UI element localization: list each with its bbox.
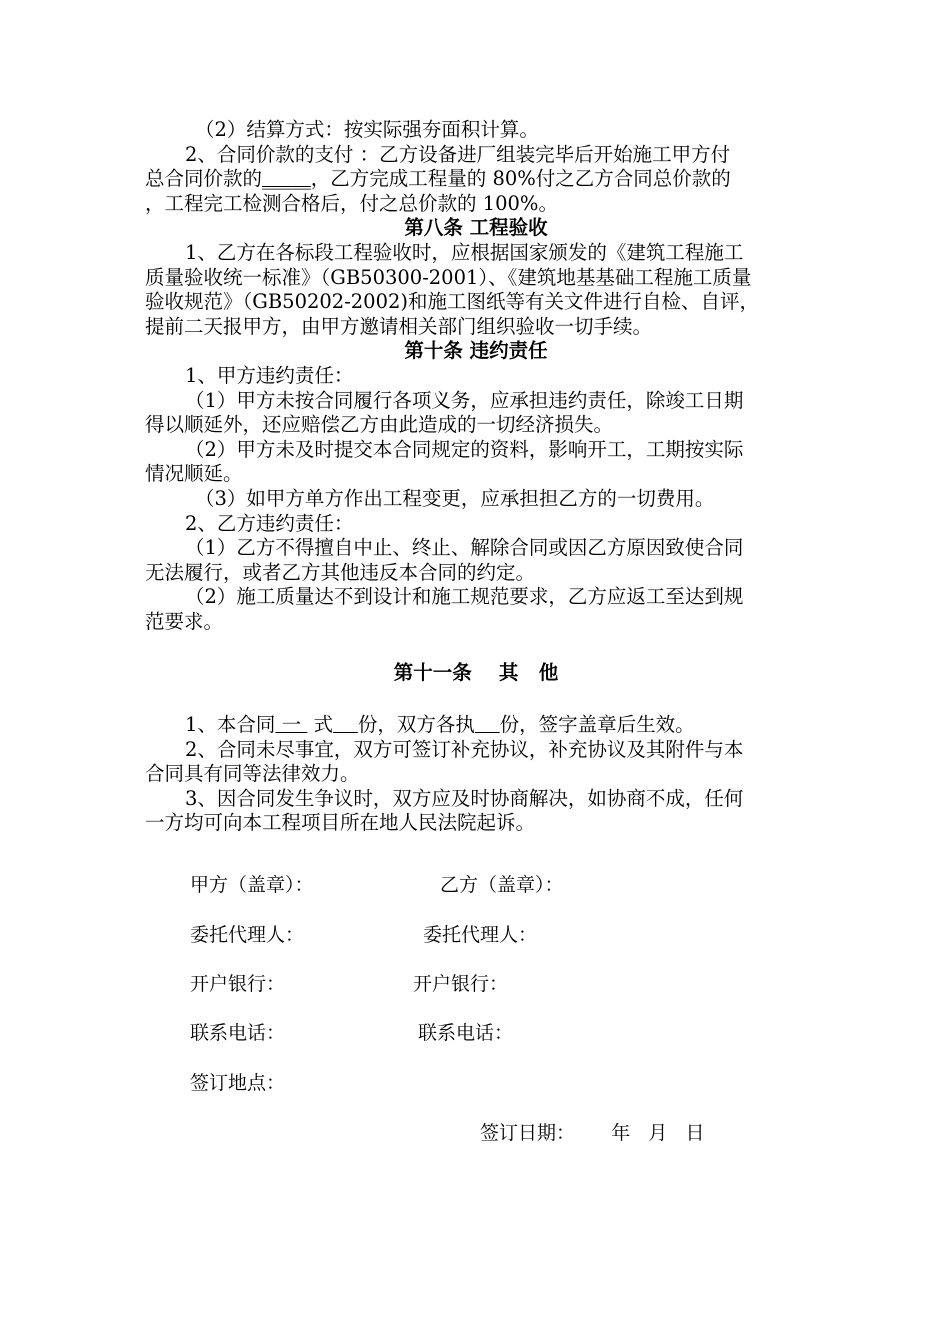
contract-page xyxy=(145,118,807,836)
text-line: 得以顺延外，还应赔偿乙方由此造成的一切经济损失。 xyxy=(145,413,614,437)
signing-place-label: 签订地点： xyxy=(190,1072,286,1094)
text-line: 合同具有同等法律效力。 xyxy=(145,762,360,786)
text-line: 情况顺延。 xyxy=(145,462,243,486)
text-line: （1）甲方未按合同履行各项义务，应承担违约责任，除竣工日期 xyxy=(185,388,744,412)
text-line: 提前二天报甲方，由甲方邀请相关部门组织验收一切手续。 xyxy=(145,314,653,338)
bank-b-label: 开户银行： xyxy=(413,973,509,995)
text-line: 3、因合同发生争议时，双方应及时协商解决，如协商不成，任何 xyxy=(185,786,744,810)
agent-a-label: 委托代理人： xyxy=(190,924,305,946)
signing-date-label: 签订日期： 年 月 日 xyxy=(480,1122,705,1144)
blank-field xyxy=(475,713,500,736)
text-line: 2、乙方违约责任： xyxy=(185,511,354,535)
blank-field xyxy=(333,713,358,736)
phone-a-label: 联系电话： xyxy=(190,1022,286,1044)
agent-b-label: 委托代理人： xyxy=(423,924,538,946)
text-line: 2、合同价款的支付 ：乙方设备进厂组装完毕后开始施工甲方付 xyxy=(185,142,731,166)
text-line: ，工程完工检测合格后，付之总价款的 100%。 xyxy=(145,191,558,215)
text-line: 范要求。 xyxy=(145,609,224,633)
text-line: 1、乙方在各标段工程验收时，应根据国家颁发的《建筑工程施工 xyxy=(185,240,744,264)
party-a-seal-label: 甲方（盖章）： xyxy=(190,874,314,896)
text-line: 1、本合同 一 式 份，双方各执 份，签字盖章后生效。 xyxy=(185,713,695,737)
text-line: 质量验收统一标准》（GB50300-2001）、《建筑地基基础工程施工质量 xyxy=(145,265,752,289)
text-line: 总合同价款的_____，乙方完成工程量的 80%付之乙方合同总价款的 xyxy=(145,167,731,191)
blank-field: _____ xyxy=(262,167,311,191)
text-line: （1）乙方不得擅自中止、终止、解除合同或因乙方原因致使合同 xyxy=(185,536,744,560)
text-line: 验收规范》（GB50202-2002)和施工图纸等有关文件进行自检、自评， xyxy=(145,290,760,314)
party-b-seal-label: 乙方（盖章）： xyxy=(440,874,564,896)
text-line: 一方均可向本工程项目所在地人民法院起诉。 xyxy=(145,811,536,835)
section-heading-11: 第十一条 其 他 xyxy=(393,661,559,685)
text-line: 无法履行，或者乙方其他违反本合同的约定。 xyxy=(145,560,536,584)
text-line: 2、合同未尽事宜，双方可签订补充协议，补充协议及其附件与本 xyxy=(185,737,744,761)
phone-b-label: 联系电话： xyxy=(418,1022,514,1044)
section-heading-10: 第十条 违约责任 xyxy=(404,339,548,363)
text-line: （2）结算方式：按实际强夯面积计算。 xyxy=(195,118,539,141)
blank-field: 一 xyxy=(275,713,308,737)
text-line: （2）甲方未及时提交本合同规定的资料，影响开工，工期按实际 xyxy=(185,437,744,461)
text-line: 1、甲方违约责任： xyxy=(185,363,354,387)
text-line: （3）如甲方单方作出工程变更，应承担担乙方的一切费用。 xyxy=(195,486,715,510)
bank-a-label: 开户银行： xyxy=(190,973,286,995)
section-heading-8: 第八条 工程验收 xyxy=(404,216,548,240)
text-line: （2）施工质量达不到设计和施工规范要求，乙方应返工至达到规 xyxy=(185,585,744,609)
